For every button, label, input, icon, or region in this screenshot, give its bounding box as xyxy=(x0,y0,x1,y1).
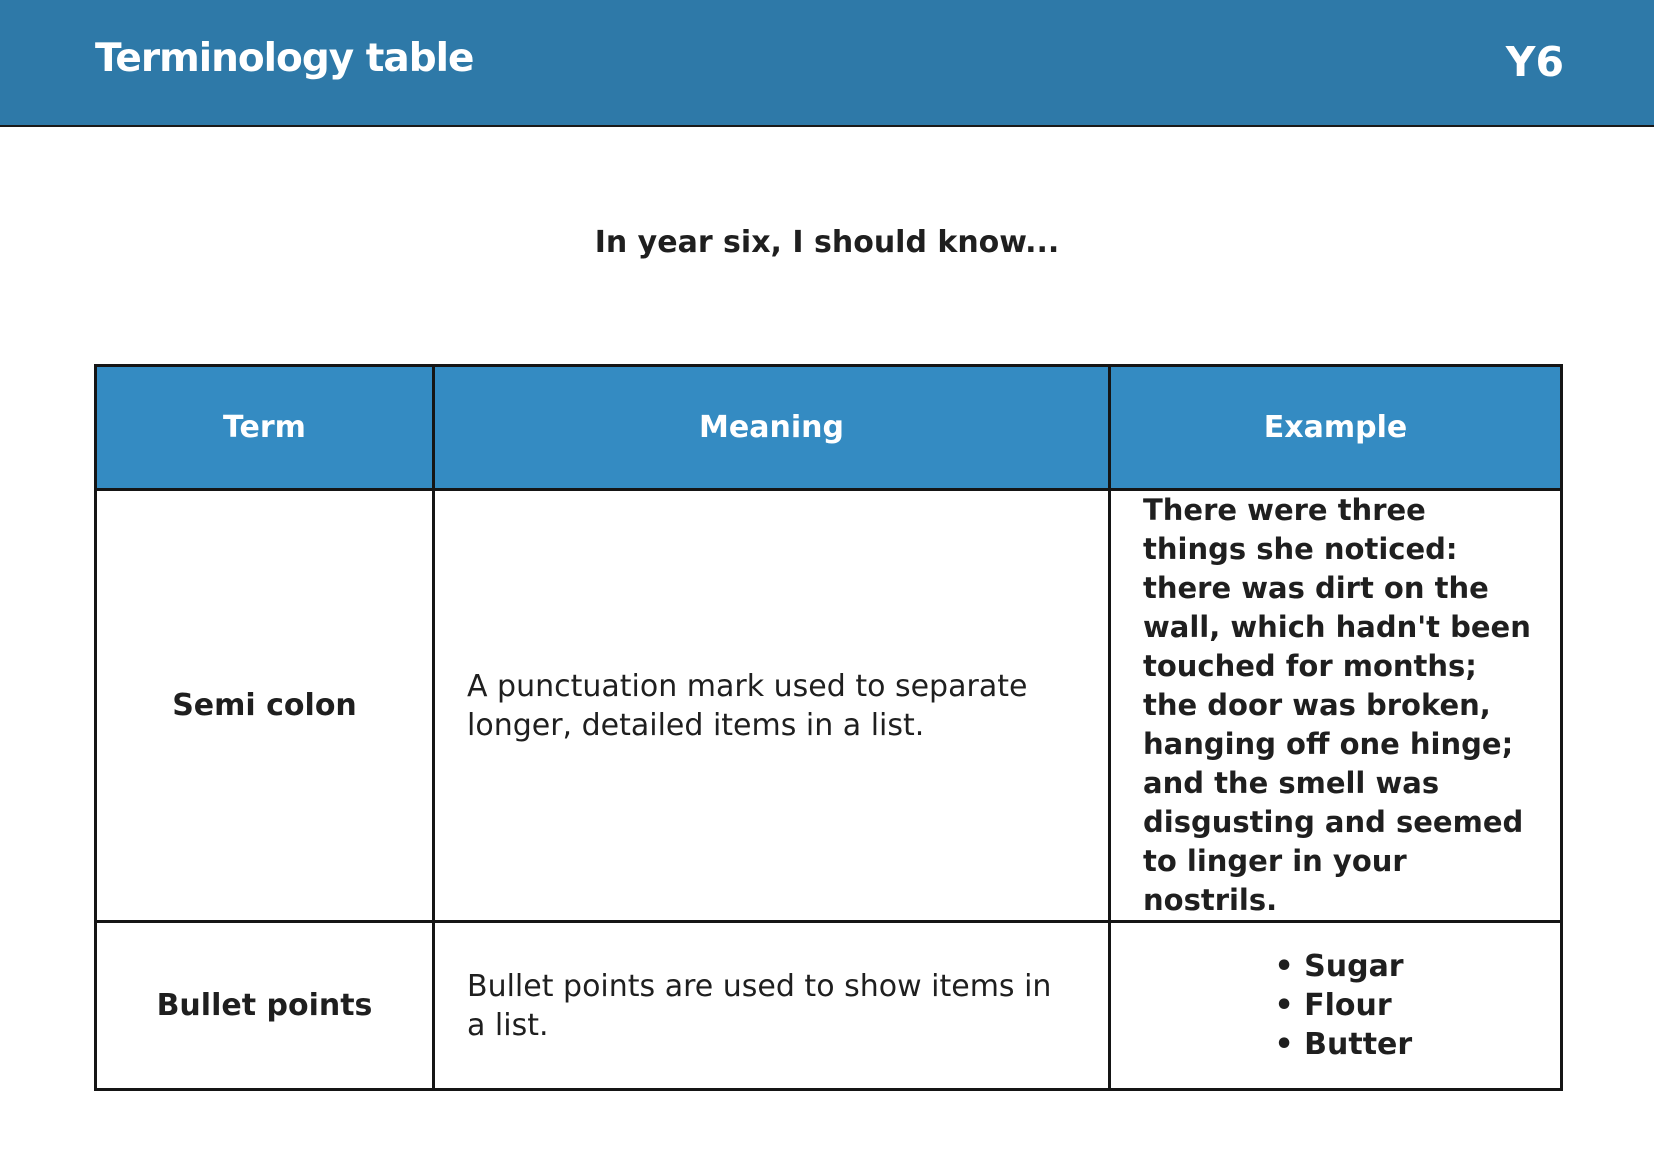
meaning-cell: Bullet points are used to show items in a list. xyxy=(434,922,1110,1090)
term-cell: Bullet points xyxy=(96,922,434,1090)
example-cell xyxy=(1110,922,1562,1090)
example-cell: There were three things she noticed: there was dirt on the wall, which hadn't been touched for months; the door was broken, hanging off one hinge; and the smell was disgusting and seemed to linger in your nostrils. xyxy=(1110,490,1562,922)
table-row xyxy=(96,922,1562,1090)
page-subtitle: In year six, I should know... xyxy=(594,225,1060,260)
meaning-cell: A punctuation mark used to separate longer, detailed items in a list. xyxy=(434,490,1110,922)
table-header-row xyxy=(96,366,1562,490)
list-item: • Sugar xyxy=(1275,947,1405,986)
column-header-meaning: Meaning xyxy=(434,366,1110,490)
page-title: Terminology table xyxy=(95,36,474,81)
bullet-list xyxy=(1275,947,1413,1064)
column-header-term: Term xyxy=(96,366,434,490)
table-row xyxy=(96,490,1562,922)
list-item: • Flour xyxy=(1275,986,1405,1025)
page-header xyxy=(0,0,1654,127)
list-item: • Butter xyxy=(1275,1025,1405,1064)
year-label: Y6 xyxy=(1505,38,1564,86)
term-cell: Semi colon xyxy=(96,490,434,922)
column-header-example: Example xyxy=(1110,366,1562,490)
terminology-table xyxy=(94,364,1563,1091)
